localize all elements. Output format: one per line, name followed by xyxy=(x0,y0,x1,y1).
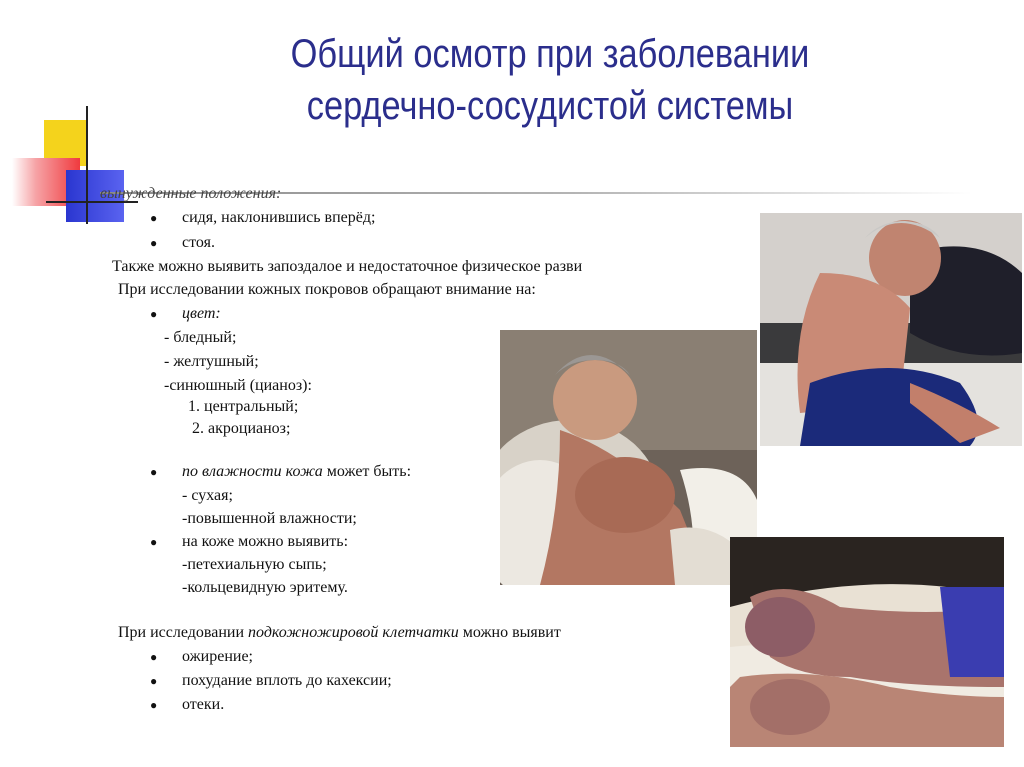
moisture-item-2: -повышенной влажности; xyxy=(182,510,357,527)
late-development-text: Также можно выявить запоздалое и недостаточное физическое разви xyxy=(112,258,583,275)
moisture-item-1: - сухая; xyxy=(182,487,233,504)
subcutaneous-intro xyxy=(118,623,561,643)
bullet-icon: ● xyxy=(150,650,158,664)
skin-finding-2: -кольцевидную эритему. xyxy=(182,579,348,596)
position-item-1: сидя, наклонившись вперёд; xyxy=(182,209,376,226)
subq-pre: При исследовании xyxy=(118,624,249,641)
subq-italic: подкожножировой клетчатки xyxy=(248,624,459,641)
bullet-icon: ● xyxy=(150,465,158,479)
slide-title xyxy=(232,28,868,132)
subq-item-1: ожирение; xyxy=(182,648,253,665)
skin-findings-heading: на коже можно выявить: xyxy=(182,533,349,550)
photo-patient-seated xyxy=(760,213,1022,446)
subq-post: можно выявит xyxy=(458,624,561,641)
subq-item-3: отеки. xyxy=(182,696,225,713)
color-item-2: - желтушный; xyxy=(164,353,259,370)
moisture-label: по влажности кожа xyxy=(182,463,323,480)
bullet-icon: ● xyxy=(150,535,158,549)
color-item-1: - бледный; xyxy=(164,329,237,346)
skin-finding-1: -петехиальную сыпь; xyxy=(182,556,327,573)
cyanosis-item-1: 1. центральный; xyxy=(188,398,299,415)
title-line-2: сердечно-сосудистой системы xyxy=(306,84,794,128)
photo-patient-reclining xyxy=(500,330,757,585)
bullet-icon: ● xyxy=(150,698,158,712)
bullet-icon: ● xyxy=(150,307,158,321)
color-item-3: -синюшный (цианоз): xyxy=(164,377,312,394)
moisture-rest: может быть: xyxy=(322,463,412,480)
bullet-icon: ● xyxy=(150,211,158,225)
moisture-line xyxy=(182,462,411,482)
position-item-2: стоя. xyxy=(182,234,215,251)
color-label: цвет: xyxy=(182,305,221,322)
deco-vertical-line xyxy=(86,106,88,224)
photo-leg-edema xyxy=(730,537,1004,747)
cyanosis-item-2: 2. акроцианоз; xyxy=(192,420,291,437)
bullet-icon: ● xyxy=(150,236,158,250)
skin-intro-text: При исследовании кожных покровов обращают внимание на: xyxy=(118,281,536,298)
forced-positions-heading: вынужденные положения: xyxy=(100,185,282,202)
subq-item-2: похудание вплоть до кахексии; xyxy=(182,672,392,689)
title-line-1: Общий осмотр при заболевании xyxy=(290,32,810,76)
bullet-icon: ● xyxy=(150,674,158,688)
